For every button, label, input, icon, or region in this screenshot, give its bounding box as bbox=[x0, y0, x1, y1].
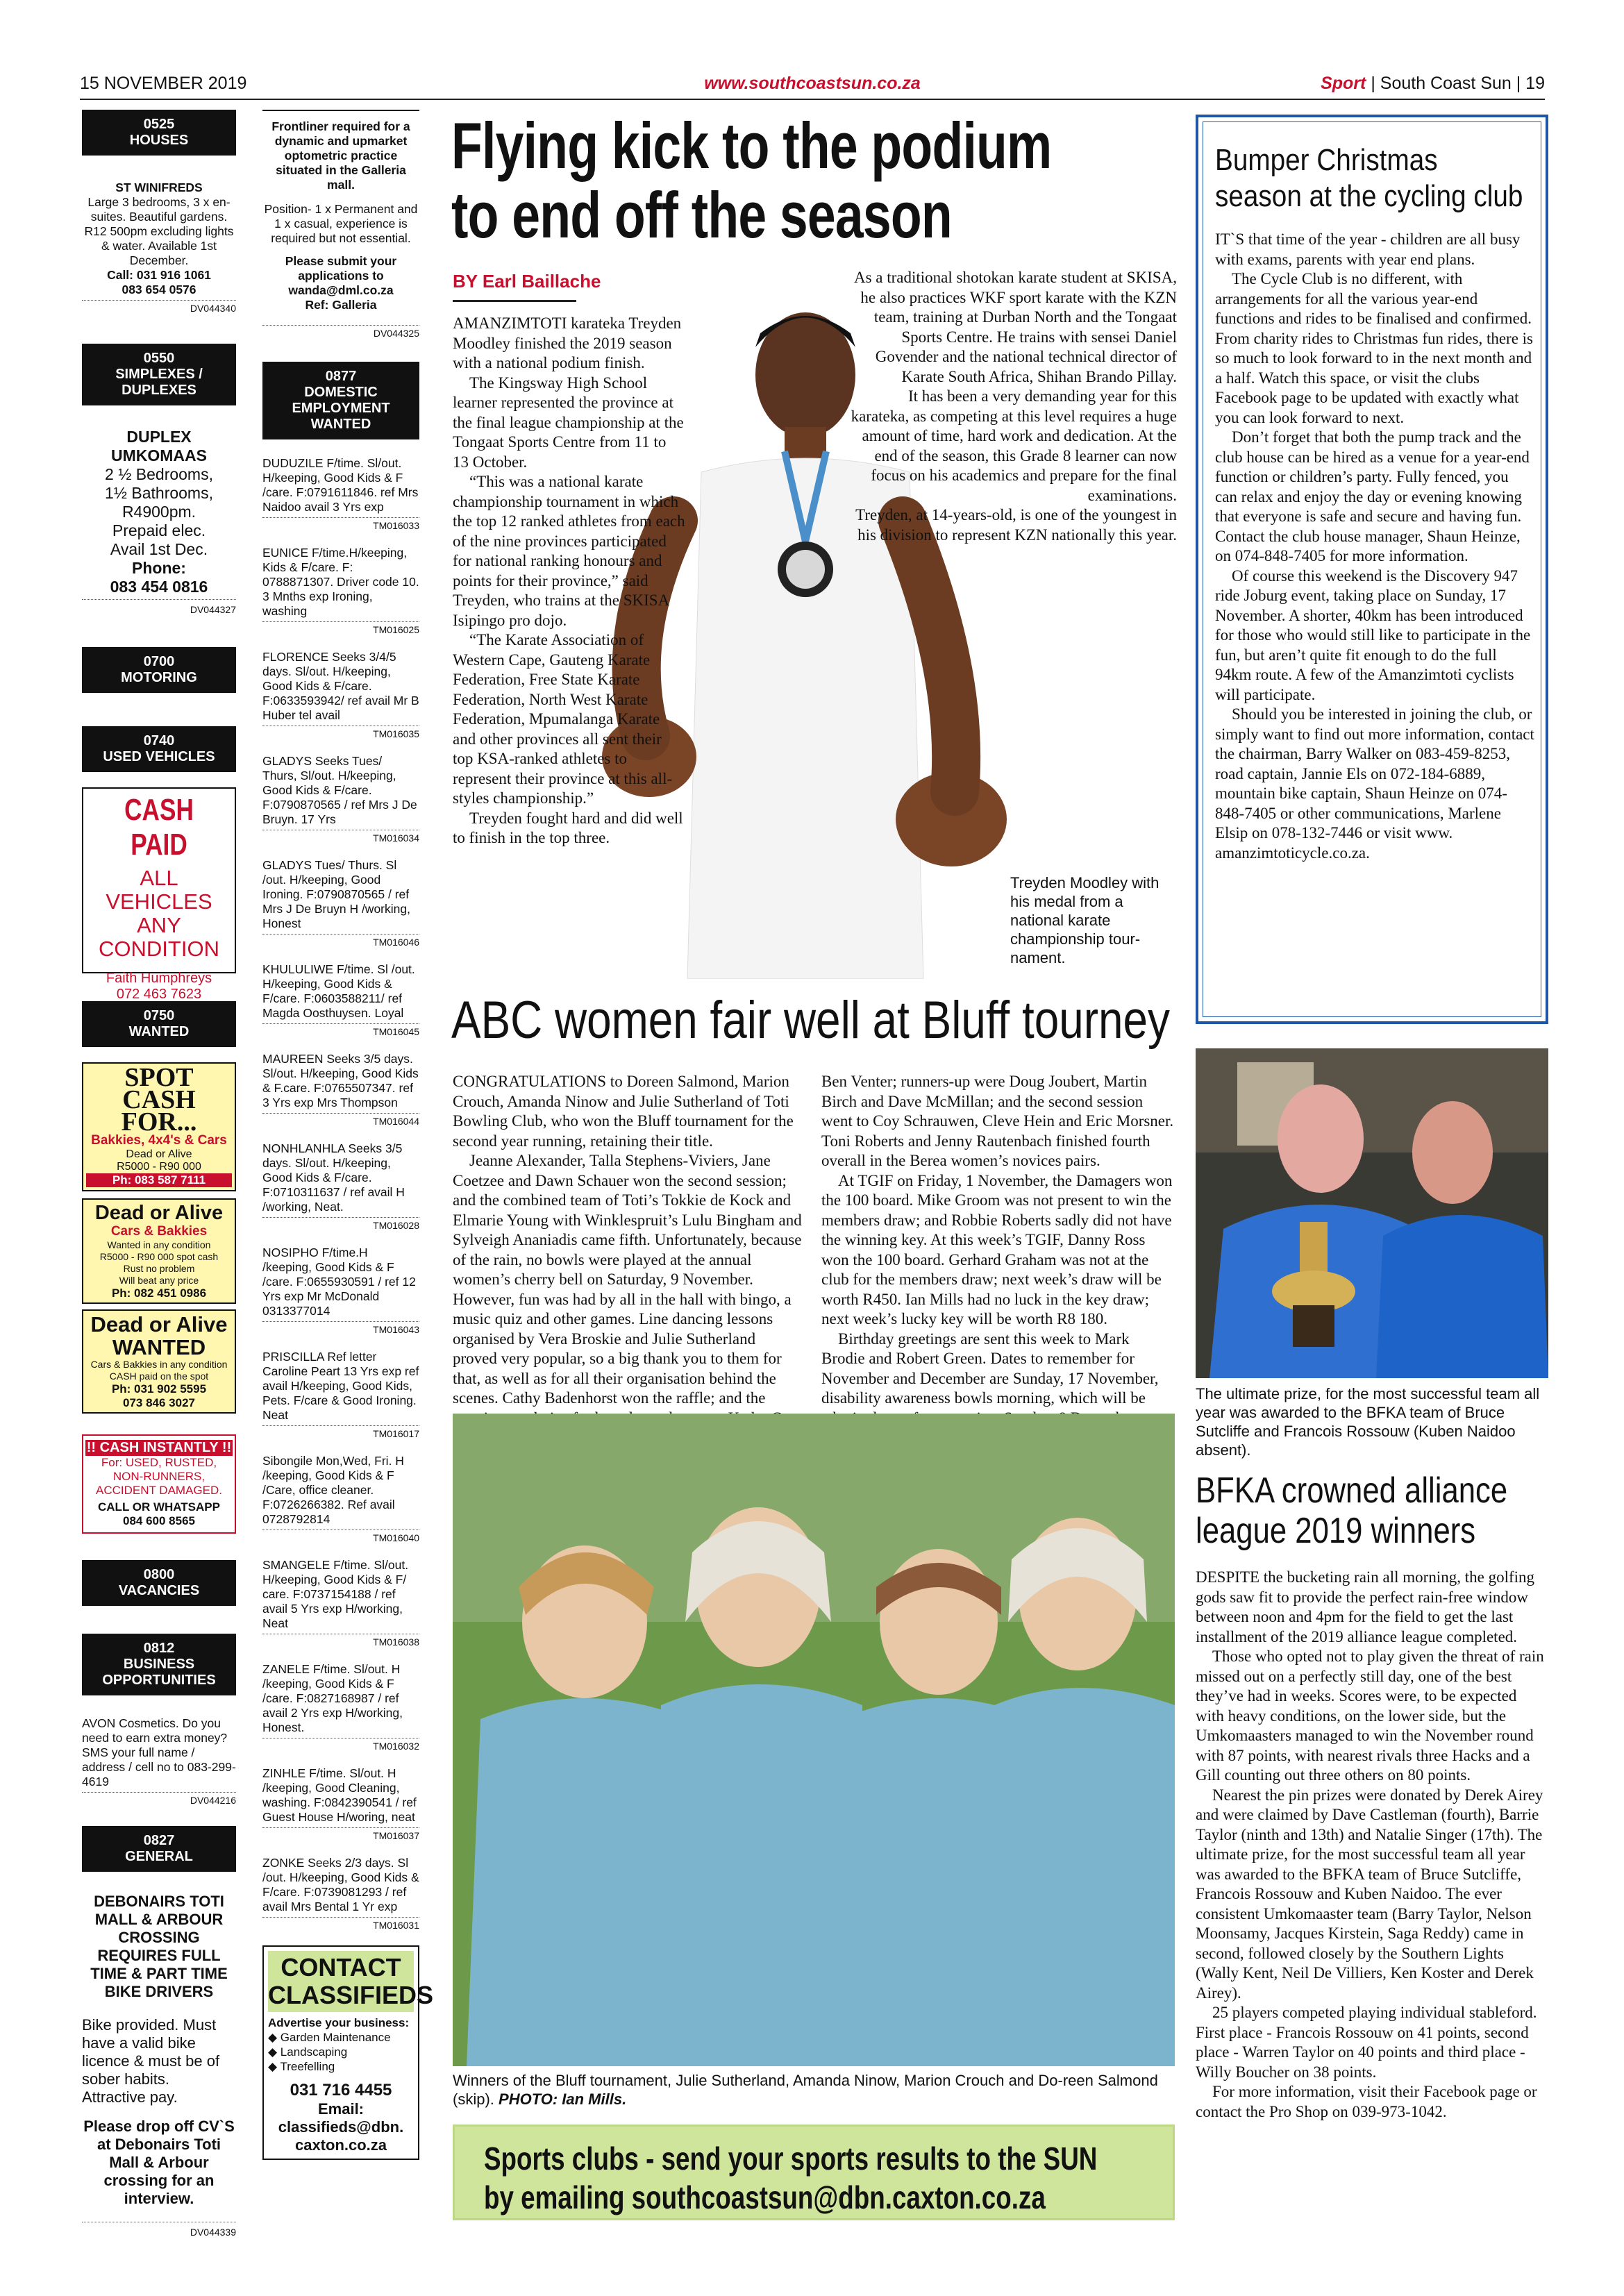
ad-body: Dead or Alive R5000 - R90 000 bbox=[117, 1148, 201, 1173]
domestic-ad bbox=[262, 962, 419, 1039]
domestic-ad bbox=[262, 456, 419, 533]
ad-body: Cars & Bakkies in any condition CASH paid on the spot bbox=[90, 1359, 228, 1382]
cycling-paragraph: Should you be interested in joining the club, or simply want to find out more information, contact the chairman, Barry Walker on 083-459-8253, road captain, Jannie Els on 072-184-6889, mountain bike captain, Shaun Heinze on 074-848-7405 or other communications, Marlene Elsip on 078-132-7446 or visit www. amanzimtoticycle.co.za. bbox=[1215, 705, 1534, 862]
domestic-ad-ref: TM016044 bbox=[262, 1113, 419, 1129]
golf-photo-caption: The ultimate prize, for the most successful team all year was awarded to the BFKA team of Bruce Sutcliffe and Francois Rossouw (Kuben Naidoo absent). bbox=[1196, 1385, 1540, 1459]
ad-title: ST WINIFREDS bbox=[115, 181, 203, 194]
cycling-paragraph: Don’t forget that both the pump track and the club house can be hired as a venue for a year-end function or children’s party. Fully fenced, you can relax and enjoy the day or evening knowing that everyone is safe and secure and having fun. Contact the club house manager, Shaun Heinze, on 074-848-7405 for more information. bbox=[1215, 428, 1530, 564]
cycling-paragraph: Of course this weekend is the Discovery 947 ride Joburg event, taking place on Sunday, 17 November. A shorter, 40km has been introduced for those who would still like to participate in the fun, but aren’t quite fit enough to do the full 94km route. A few of the Amanzimtoti cyclists will participate. bbox=[1215, 567, 1531, 703]
ad-body: Position- 1 x Permanent and 1 x casual, experience is required but not essential. bbox=[264, 202, 418, 245]
ad-body: For: USED, RUSTED, NON-RUNNERS, ACCIDENT DAMAGED. bbox=[96, 1456, 222, 1497]
ad-ref: DV044339 bbox=[82, 2222, 236, 2241]
ad-phone: Ph: 082 451 0986 bbox=[111, 1287, 207, 1300]
domestic-ad-text: NONHLANHLA Seeks 3/5 days. Sl/out. H/keeping, Good Kids & F/care. F:0710311637 / ref avail H /working, Neat. bbox=[262, 1141, 405, 1214]
domestic-ad-text: EUNICE F/time.H/keeping, Kids & F/care. F: 0788871307. Driver code 10. 3 Mnths exp Ironing, washing bbox=[262, 546, 419, 618]
bowls-photo-caption bbox=[453, 2071, 1175, 2109]
ad-body: 2 ½ Bedrooms, 1½ Bathrooms, R4900pm. Prepaid elec. Avail 1st Dec. bbox=[105, 465, 213, 558]
houses-ad bbox=[82, 181, 236, 316]
ad-title: DUPLEX UMKOMAAS bbox=[111, 428, 207, 464]
category-used-vehicles: 0740 USED VEHICLES bbox=[82, 726, 236, 772]
caption-text: Winners of the Bluff tournament, Julie Sutherland, Amanda Ninow, Marion Crouch and Do-reen Salmond (skip). bbox=[453, 2072, 1158, 2108]
domestic-ad-ref: TM016017 bbox=[262, 1425, 419, 1441]
category-business-opportunities: 0812 BUSINESS OPPORTUNITIES bbox=[82, 1634, 236, 1695]
debonairs-ad bbox=[82, 1893, 236, 2241]
ad-ref: DV044325 bbox=[262, 325, 419, 341]
karate-column-1 bbox=[453, 314, 685, 848]
domestic-ad-text: DUDUZILE F/time. Sl/out. H/keeping, Good Kids & F /care. F:0791611846. ref Mrs Naidoo avail 3 Yrs exp bbox=[262, 456, 419, 514]
karate-paragraph: AMANZIMTOTI karateka Treyden Moodley finished the 2019 season with a national podium finish. bbox=[453, 315, 682, 371]
domestic-ad bbox=[262, 1856, 419, 1933]
domestic-ad bbox=[262, 546, 419, 637]
ad-ref: DV044327 bbox=[82, 599, 236, 619]
category-general: 0827 GENERAL bbox=[82, 1826, 236, 1872]
ad-title: Frontliner required for a dynamic and upmarket optometric practice situated in the Galleria mall. bbox=[271, 119, 410, 192]
spot-cash-ad bbox=[82, 1062, 236, 1191]
ad-call: Call: 031 916 1061 083 654 0576 bbox=[107, 268, 211, 296]
domestic-ad-ref: TM016025 bbox=[262, 621, 419, 637]
ad-submit: Please submit your applications to wanda@dml.co.za Ref: Galleria bbox=[285, 254, 397, 312]
ad-ref: DV044340 bbox=[82, 300, 236, 316]
category-houses: 0525 HOUSES bbox=[82, 110, 236, 156]
ad-phone: 031 716 4455 bbox=[290, 2081, 392, 2100]
karate-article bbox=[451, 111, 1180, 250]
ad-title: DEBONAIRS TOTI MALL & ARBOUR CROSSING REQUIRES FULL TIME & PART TIME BIKE DRIVERS bbox=[90, 1893, 228, 2000]
ad-body: Wanted in any condition R5000 - R90 000 spot cash Rust no problem Will beat any price bbox=[99, 1239, 219, 1286]
domestic-ad bbox=[262, 1454, 419, 1545]
ad-sub: Advertise your business: bbox=[268, 2016, 410, 2029]
karate-photo-caption: Treyden Moodley with his medal from a national karate championship tour-nament. bbox=[1010, 873, 1163, 967]
karate-paragraph: As a traditional shotokan karate student at SKISA, he also practices WKF sport karate with the KZN team, training at Durban North and the Tongaat Sports Centre. He trains with sensei Daniel Govender and the national technical director of Karate South Africa, Shihan Brando Pillay. bbox=[853, 269, 1177, 385]
website-url[interactable]: www.southcoastsun.co.za bbox=[704, 74, 921, 93]
ad-contact: Faith Humphreys 072 463 7623 bbox=[106, 971, 212, 1002]
domestic-ads-list bbox=[262, 456, 419, 1933]
domestic-ad bbox=[262, 754, 419, 846]
bowls-photo bbox=[453, 1414, 1175, 2066]
golf-photo bbox=[1196, 1048, 1548, 1378]
karate-paragraph: Treyden, at 14-years-old, is one of the youngest in his division to represent KZN nationally this year. bbox=[855, 506, 1177, 544]
domestic-ad bbox=[262, 858, 419, 950]
golf-paragraph: Nearest the pin prizes were donated by Derek Airey and were claimed by Dave Castleman (fourth), Barrie Taylor (ninth and 13th) and Natalie Singer (17th). The ultimate prize, for the most successful team all year was awarded to the BFKA team of Bruce Sutcliffe, Francois Rossouw and Kuben Naidoo. The ever consistent Umkomaaster team (Barry Taylor, Nelson Moonsamy, Jacques Kirstein, Saga Reddy) came in second, followed closely by the Southern Lights (Wally Kent, Neil De Villiers, Ken Koster and Derek Airey). bbox=[1196, 1786, 1543, 2002]
domestic-ad-ref: TM016037 bbox=[262, 1827, 419, 1843]
cash-instantly-ad bbox=[82, 1434, 236, 1534]
ad-email[interactable]: Email: classifieds@dbn. caxton.co.za bbox=[278, 2100, 404, 2154]
ad-title: CASH PAID bbox=[124, 793, 194, 862]
ad-title: Dead or Alive WANTED bbox=[90, 1312, 228, 1359]
domestic-ad-text: Sibongile Mon,Wed, Fri. H /keeping, Good Kids & F /Care, office cleaner. F:0726266382. Ref avail 0728792814 bbox=[262, 1454, 404, 1526]
domestic-ad-text: ZINHLE F/time. Sl/out. H /keeping, Good Cleaning, washing. F:0842390541 / ref Guest House H/woring, neat bbox=[262, 1766, 417, 1824]
domestic-ad-text: KHULULIWE F/time. Sl /out. H/keeping, Good Kids & F/care. F:0603588211/ ref Magda Oosthuysen. Loyal bbox=[262, 962, 415, 1020]
domestic-ad-ref: TM016031 bbox=[262, 1917, 419, 1933]
ad-sub: Cars & Bakkies bbox=[110, 1224, 208, 1239]
domestic-ad-text: FLORENCE Seeks 3/4/5 days. Sl/out. H/keeping, Good Kids & F/care. F:0633593942/ ref avail Mr B Huber tel avail bbox=[262, 650, 419, 722]
karate-headline: Flying kick to the podium to end off the season bbox=[451, 109, 1052, 251]
karate-paragraph: “This was a national karate championship tournament in which the top 12 ranked athletes from each of the nine provinces participated for national ranking honours and points for their province,” said Treyden, who trains at the SKISA Isipingo pro dojo. bbox=[453, 473, 685, 629]
domestic-ad-text: ZANELE F/time. Sl/out. H /keeping, Good Kids & F /care. F:0827168987 / ref avail 2 Yrs exp H/working, Honest. bbox=[262, 1662, 403, 1734]
domestic-ad bbox=[262, 1662, 419, 1754]
golf-body bbox=[1196, 1568, 1546, 2122]
section-name: Sport bbox=[1321, 74, 1366, 93]
cycling-paragraph: The Cycle Club is no different, with arrangements for all the various year-end functions and rides to be finalised and confirmed. From charity rides to Christmas fun rides, there is so much to look forward to in the next month and a half. Watch this space, or visit the clubs Facebook page to be updated with exactly what you can look forward to next. bbox=[1215, 270, 1534, 426]
category-simplexes: 0550 SIMPLEXES / DUPLEXES bbox=[82, 344, 236, 405]
cycling-box bbox=[1196, 115, 1548, 1024]
domestic-ad-text: NOSIPHO F/time.H /keeping, Good Kids & F /care. F:0655930591 / ref 12 Yrs exp Mr McDonald 0313377014 bbox=[262, 1246, 416, 1318]
domestic-ad-ref: TM016040 bbox=[262, 1530, 419, 1545]
domestic-ad-ref: TM016035 bbox=[262, 726, 419, 741]
ad-title: Dead or Alive bbox=[94, 1202, 224, 1224]
domestic-ad-text: GLADYS Seeks Tues/ Thurs, Sl/out. H/keeping, Good Kids & F/care. F:0790870565 / ref Mrs J De Bruyn. 17 Yrs bbox=[262, 754, 417, 826]
domestic-ad-text: GLADYS Tues/ Thurs. Sl /out. H/keeping, Good Ironing. F:0790870565 / ref Mrs J De Bruyn H /working, Honest bbox=[262, 858, 410, 930]
ad-drop: Please drop off CV`S at Debonairs Toti Mall & Arbour crossing for an interview. bbox=[83, 2118, 235, 2207]
cycling-body bbox=[1215, 230, 1534, 863]
contact-classifieds-ad bbox=[262, 1945, 434, 2160]
domestic-ad-ref: TM016038 bbox=[262, 1634, 419, 1650]
domestic-ad bbox=[262, 1246, 419, 1337]
category-domestic-employment: 0877 DOMESTIC EMPLOYMENT WANTED bbox=[262, 362, 419, 439]
ad-title: SPOT CASH FOR... bbox=[121, 1063, 197, 1137]
issue-date: 15 NOVEMBER 2019 bbox=[80, 74, 247, 93]
domestic-ad-text: PRISCILLA Ref letter Caroline Peart 13 Yrs exp ref avail H/keeping, Good Kids, Pets. F/care & Good Ironing. Neat bbox=[262, 1350, 419, 1422]
bowls-paragraph: Jeanne Alexander, Talla Stephens-Viviers, Jane Coetzee and Dawn Schauer won the second session; and the combined team of Toti’s Tokkie de Kock and Elmarie Young with Winklespruit’s Lulu Bingham and Sylveigh Ananiadis came fifth. Unfortunately, because of the rain, no bowls were played at the annual women’s cherry bell on Saturday, 9 November. However, fun was had by all in the hall with bingo, a music quiz and other games. Line dancing lessons organised by Vera Broskie and Julie Sutherland proved very popular, so a big thank you to them for that, as well as for all their organisation behind the scenes. Cathy Badenhorst won the raffle; and the bbox=[453, 1152, 802, 1407]
domestic-ad-ref: TM016043 bbox=[262, 1321, 419, 1337]
bowls-paragraph: CONGRATULATIONS to Doreen Salmond, Marion Crouch, Amanda Ninow and Julie Sutherland of Toti Bowling Club, who won the Bluff tournament for the second year running, retaining their title. bbox=[453, 1073, 794, 1150]
ad-ref: DV044216 bbox=[82, 1792, 236, 1808]
category-wanted: 0750 WANTED bbox=[82, 1001, 236, 1047]
domestic-ad-ref: TM016033 bbox=[262, 517, 419, 533]
section-label bbox=[1321, 74, 1545, 94]
ad-call: CALL OR WHATSAPP 084 600 8565 bbox=[98, 1500, 220, 1527]
domestic-ad bbox=[262, 1052, 419, 1129]
domestic-ad bbox=[262, 1141, 419, 1233]
paper-name-page: | South Coast Sun | 19 bbox=[1371, 74, 1545, 93]
ad-sub: Bakkies, 4x4's & Cars bbox=[91, 1133, 227, 1148]
karate-paragraph: It has been a very demanding year for this karateka, as competing at this level requires a huge amount of time, hard work and dedication. At the end of the season, this Grade 8 learner can now focus on his academics and prepare for the final examinations. bbox=[851, 387, 1177, 504]
domestic-ad-text: MAUREEN Seeks 3/5 days. Sl/out. H/keeping, Good Kids & F.care. F:0765507347. ref 3 Yrs exp Mrs Thompson bbox=[262, 1052, 419, 1109]
dead-or-alive-ad-1 bbox=[82, 1198, 236, 1304]
bowls-paragraph: Birthday greetings are sent this week to Mark Brodie and Robert Green. Dates to remember for November and December are Sunday, 17 November, disability awareness bowls morning, which will be bbox=[821, 1330, 1159, 1407]
golf-paragraph: 25 players competed playing individual stableford. First place - Francois Rossouw on 41 points, second place - Warren Taylor on 40 points and third place - Willy Boucher on 38 points. bbox=[1196, 2004, 1537, 2081]
ad-services: ◆ Garden Maintenance ◆ Landscaping ◆ Treefelling bbox=[268, 2031, 391, 2073]
bowls-headline: ABC women fair well at Bluff tourney bbox=[451, 991, 1170, 1050]
classifieds-column-1 bbox=[82, 110, 236, 2241]
sports-results-banner bbox=[453, 2125, 1175, 2220]
cycling-paragraph: IT`S that time of the year - children are all busy with exams, parents with year end plans. bbox=[1215, 231, 1521, 268]
ad-phone: Phone: 083 454 0816 bbox=[110, 559, 208, 596]
avon-ad bbox=[82, 1716, 236, 1808]
domestic-ad-text: ZONKE Seeks 2/3 days. Sl /out. H/keeping, Good Kids & F/care. F:0739081293 / ref avail Mrs Bental 1 Yr exp bbox=[262, 1856, 419, 1913]
karate-byline: BY Earl Baillache bbox=[453, 271, 601, 292]
domestic-ad-ref: TM016028 bbox=[262, 1217, 419, 1233]
page-header bbox=[80, 69, 1545, 100]
cycling-headline: Bumper Christmas season at the cycling club bbox=[1215, 143, 1523, 213]
golf-paragraph: DESPITE the bucketing rain all morning, the golfing gods saw fit to provide the perfect rain-free window between noon and 4pm for the field to get the last installment of the 2019 alliance league completed. bbox=[1196, 1568, 1535, 1645]
domestic-ad bbox=[262, 1350, 419, 1441]
bowls-paragraph: Ben Venter; runners-up were Doug Joubert, Martin Birch and Dave McMillan; and the second session went to Coy Schrauwen, Cleve Hein and Eric Morsner. Toni Roberts and Jenny Rautenbach finished fourth overall in the Berea women’s novices pairs. bbox=[821, 1073, 1174, 1169]
golf-paragraph: Those who opted not to play given the threat of rain missed out on a perfectly still day, one of the best they’ve had in weeks. Scores were, to be expected with heavy conditions, on the lower side, but the Umkomaasters managed to win the November round with 87 points, with nearest rivals three Hacks and a Gill counting out three others on 80 points. bbox=[1196, 1648, 1544, 1784]
ad-phone: Ph: 031 902 5595 073 846 3027 bbox=[111, 1382, 207, 1409]
ad-title: CONTACT CLASSIFIEDS bbox=[268, 1951, 414, 2012]
golf-paragraph: For more information, visit their Facebook page or contact the Pro Shop on 039-973-1042. bbox=[1196, 2083, 1537, 2120]
domestic-ad bbox=[262, 1558, 419, 1650]
domestic-ad bbox=[262, 650, 419, 741]
domestic-ad-ref: TM016034 bbox=[262, 830, 419, 846]
dead-or-alive-ad-2 bbox=[82, 1309, 236, 1414]
photo-credit: PHOTO: Ian Mills. bbox=[499, 2090, 627, 2108]
domestic-ad-ref: TM016046 bbox=[262, 934, 419, 950]
karate-paragraph: Treyden fought hard and did well to finish in the top three. bbox=[453, 809, 683, 846]
karate-column-2 bbox=[837, 268, 1177, 545]
frontliner-ad bbox=[262, 110, 419, 341]
karate-paragraph: The Kingsway High School learner represented the province at the final league championship at the Tongaat Sports Centre from 11 to 13 October. bbox=[453, 374, 684, 471]
ad-body: AVON Cosmetics. Do you need to earn extra money? SMS your full name / address / cell no to 083-299-4619 bbox=[82, 1716, 236, 1788]
domestic-ad bbox=[262, 1766, 419, 1843]
ad-title: !! CASH INSTANTLY !! bbox=[86, 1440, 232, 1455]
category-motoring: 0700 MOTORING bbox=[82, 647, 236, 693]
bowls-paragraph: At TGIF on Friday, 1 November, the Damagers won the 100 board. Mike Groom was not present to win the members draw; and Robbie Roberts sadly did not have the winning key. At this week’s TGIF, Danny Ross won the 100 board. Gerhard Graham was not at the club for the members draw; next week’s draw will be worth R450. Ian Mills had no luck in the key draw; next week’s lucky key will be worth R8 180. bbox=[821, 1171, 1173, 1327]
golf-headline: BFKA crowned alliance league 2019 winners bbox=[1196, 1470, 1508, 1551]
category-vacancies: 0800 VACANCIES bbox=[82, 1560, 236, 1606]
cash-paid-ad bbox=[82, 787, 236, 1002]
ad-body: Large 3 bedrooms, 3 x en-suites. Beautiful gardens. R12 500pm excluding lights & water. Available 1st December. bbox=[84, 195, 234, 267]
banner-line-2[interactable]: by emailing southcoastsun@dbn.caxton.co.za bbox=[484, 2179, 1046, 2215]
ad-body: ALL VEHICLES ANY CONDITION bbox=[99, 866, 219, 961]
domestic-ad-ref: TM016032 bbox=[262, 1738, 419, 1754]
ad-phone: Ph: 083 587 7111 bbox=[86, 1173, 232, 1187]
banner-line-1: Sports clubs - send your sports results to the SUN bbox=[484, 2140, 1098, 2177]
karate-paragraph: “The Karate Association of Western Cape, Gauteng Karate Federation, Free State Karate Federation, North West Karate Federation, Mpumalanga Karate and other provinces all sent their top KSA-ranked athletes to represent their province at this all-styles championship.” bbox=[453, 631, 673, 807]
classifieds-column-2 bbox=[262, 110, 434, 2160]
simplex-ad bbox=[82, 428, 236, 619]
domestic-ad-ref: TM016045 bbox=[262, 1023, 419, 1039]
ad-body: Bike provided. Must have a valid bike licence & must be of sober habits. Attractive pay. bbox=[82, 2016, 220, 2106]
domestic-ad-text: SMANGELE F/time. Sl/out. H/keeping, Good Kids & F/ care. F:0737154188 / ref avail 5 Yrs exp H/working, Neat bbox=[262, 1558, 409, 1630]
